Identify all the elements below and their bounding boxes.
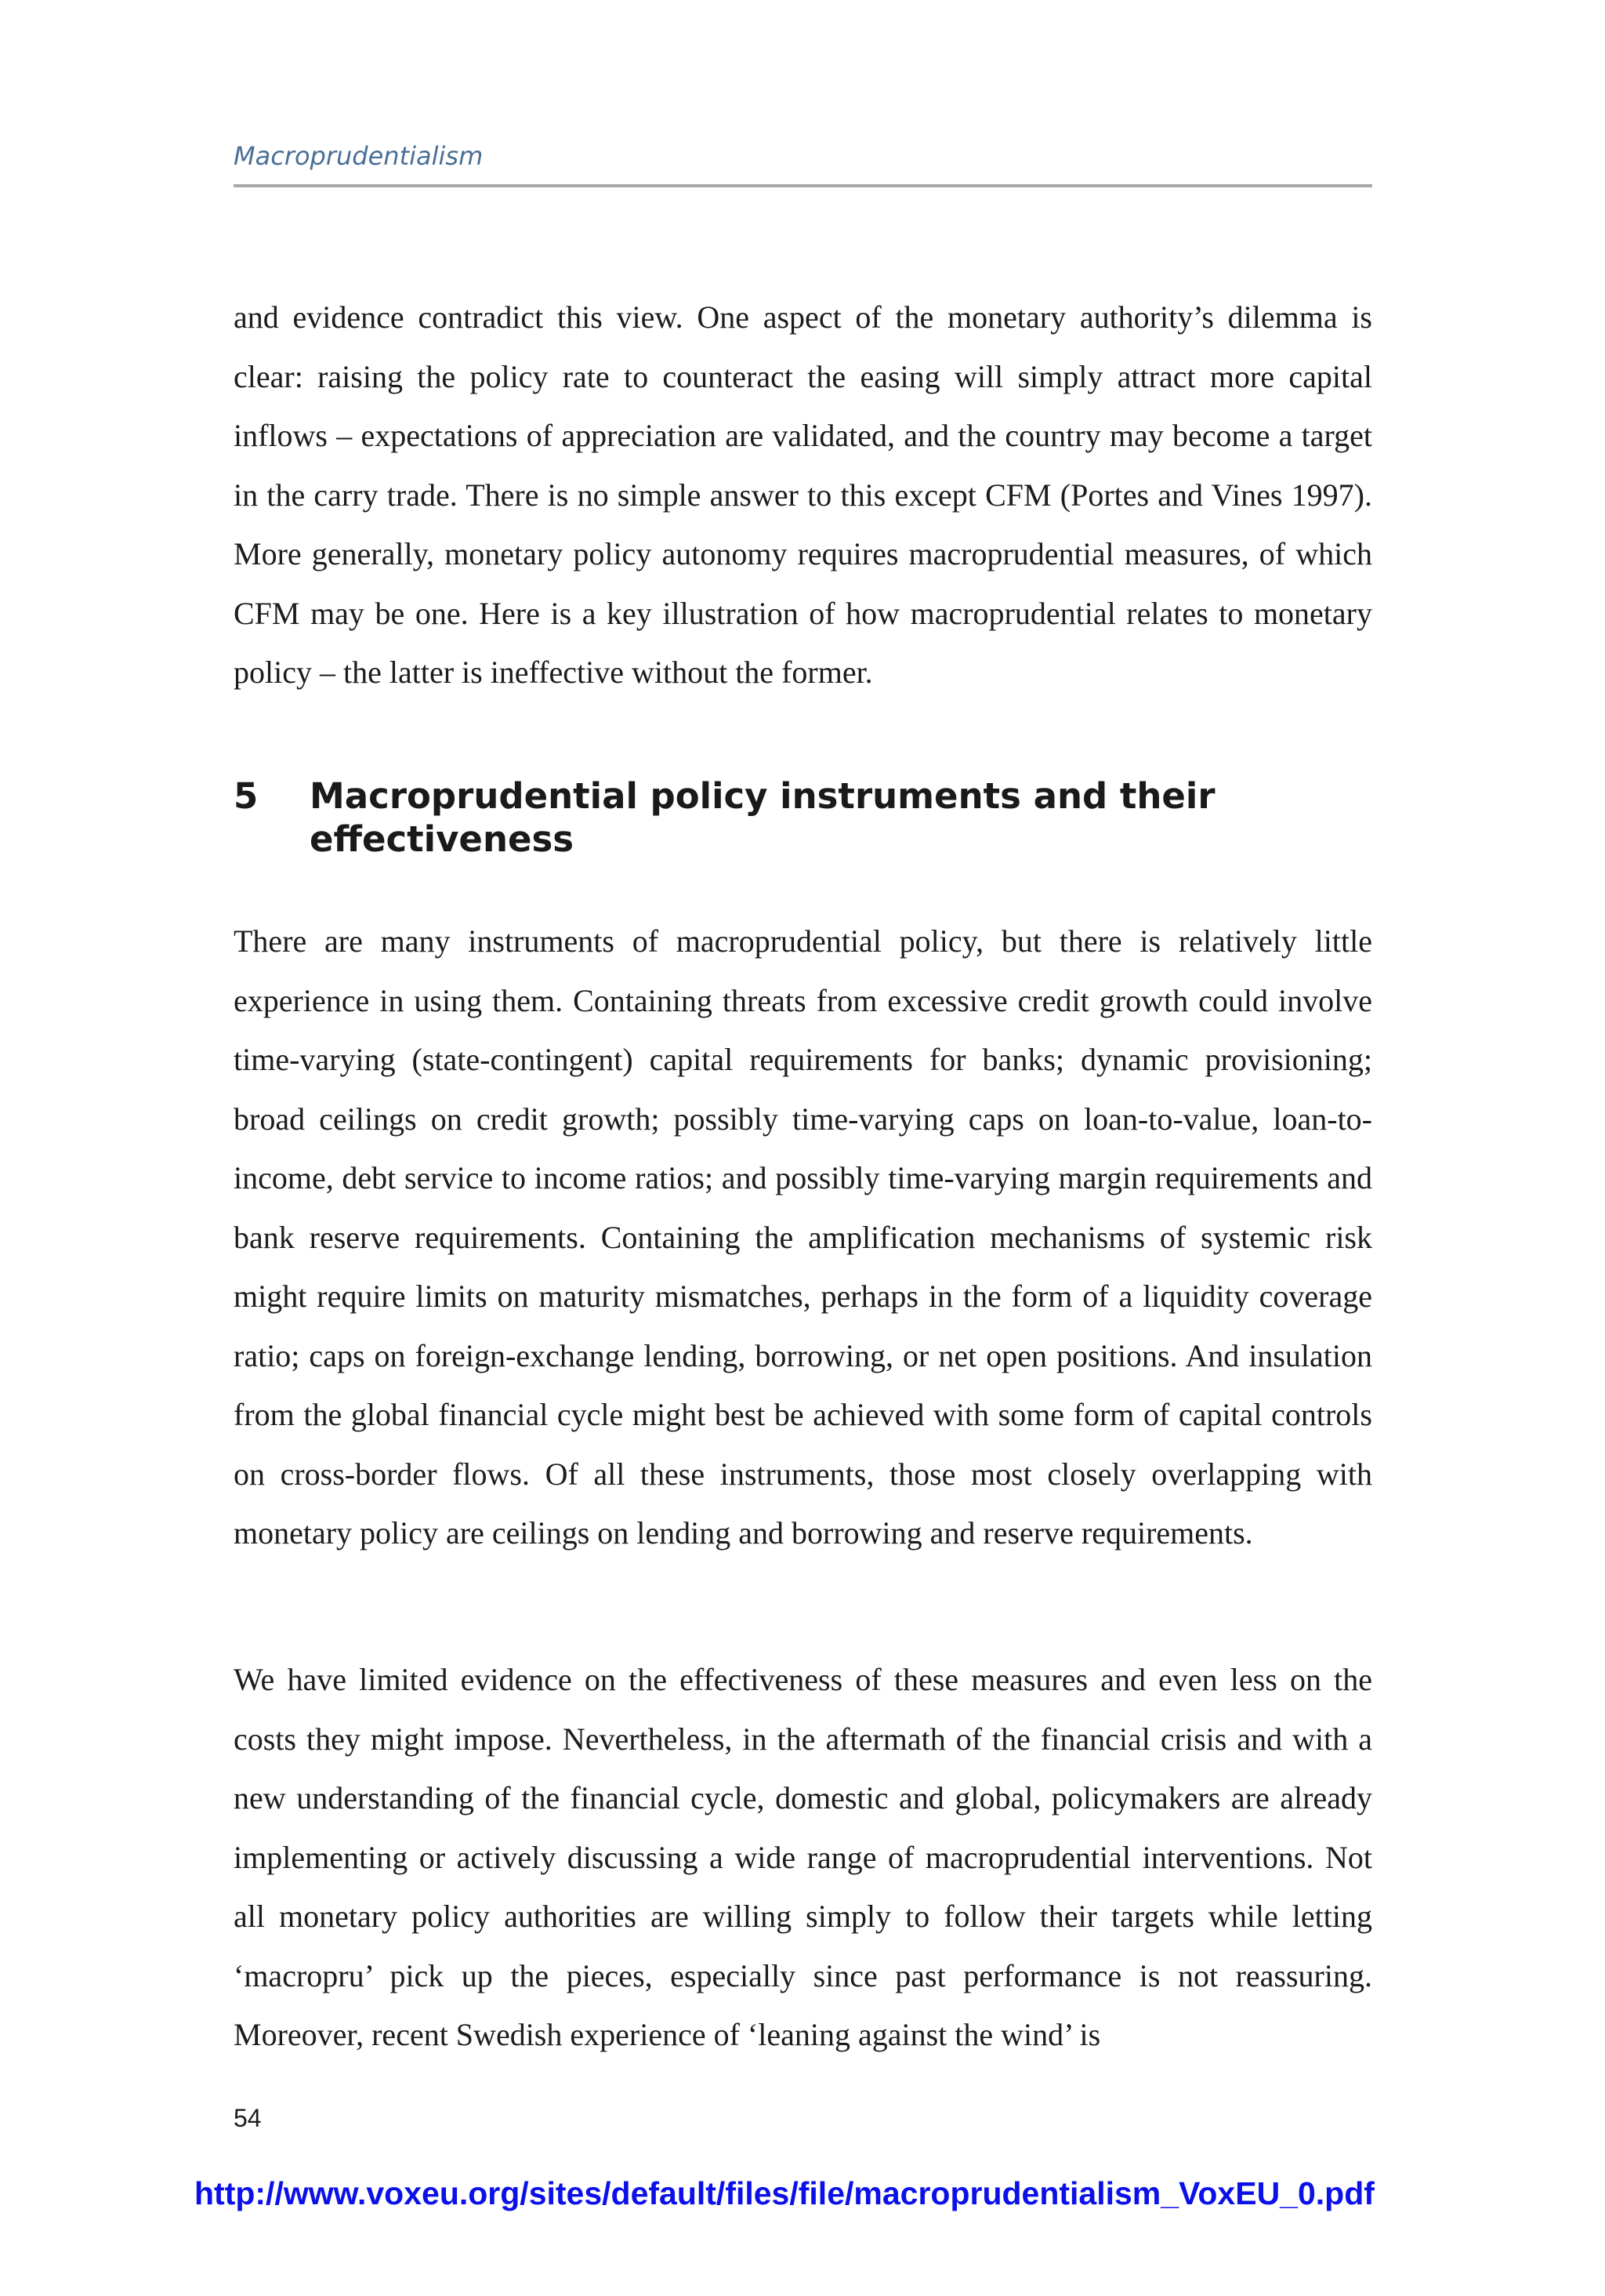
body-paragraph: There are many instruments of macroprudential policy, but there is relatively little experience in using them. Containing threats from excessive credit growth could involve time-varying (state-contingent) capital requirements for banks; dynamic provisioning; broad ceilings on credit growth; possibly time-varying caps on loan-to-value, loan-to-income, debt service to income ratios; and possibly time-varying margin requirements and bank reserve requirements. Containing the amplification mechanisms of systemic risk might require limits on maturity mismatches, perhaps in the form of a liquidity coverage ratio; caps on foreign-exchange lending, borrowing, or net open positions. And insulation from the global financial cycle might best be achieved with some form of capital controls on cross-border flows. Of all these instruments, those most closely overlapping with monetary policy are ceilings on lending and borrowing and reserve requirements. [234, 923, 1372, 1551]
page-number: 54 [234, 2104, 262, 2132]
running-header: Macroprudentialism [234, 141, 484, 171]
header-divider [234, 184, 1372, 187]
section-title: Macroprudential policy instruments and their effectiveness [310, 775, 1216, 860]
section-heading [234, 774, 1372, 861]
body-paragraph: and evidence contradict this view. One aspect of the monetary authority’s dilemma is clear: raising the policy rate to counteract the easing will simply attract more capital inflows – expectations of appreciation are validated, and the country may become a target in the carry trade. There is no simple answer to this except CFM (Portes and Vines 1997). More generally, monetary policy autonomy requires macroprudential measures, of which CFM may be one. Here is a key illustration of how macroprudential relates to monetary policy – the latter is ineffective without the former. [234, 299, 1372, 690]
section-number: 5 [234, 775, 259, 817]
body-paragraph: We have limited evidence on the effectiveness of these measures and even less on the costs they might impose. Nevertheless, in the aftermath of the financial crisis and with a new understanding of the financial cycle, domestic and global, policymakers are already implementing or actively discussing a wide range of macroprudential interventions. Not all monetary policy authorities are willing simply to follow their targets while letting ‘macropru’ pick up the pieces, especially since past performance is not reassuring. Moreover, recent Swedish experience of ‘leaning against the wind’ is [234, 1662, 1372, 2052]
source-url-link[interactable]: http://www.voxeu.org/sites/default/files/file/macroprudentialism_VoxEU_0.pdf [194, 2175, 1375, 2211]
